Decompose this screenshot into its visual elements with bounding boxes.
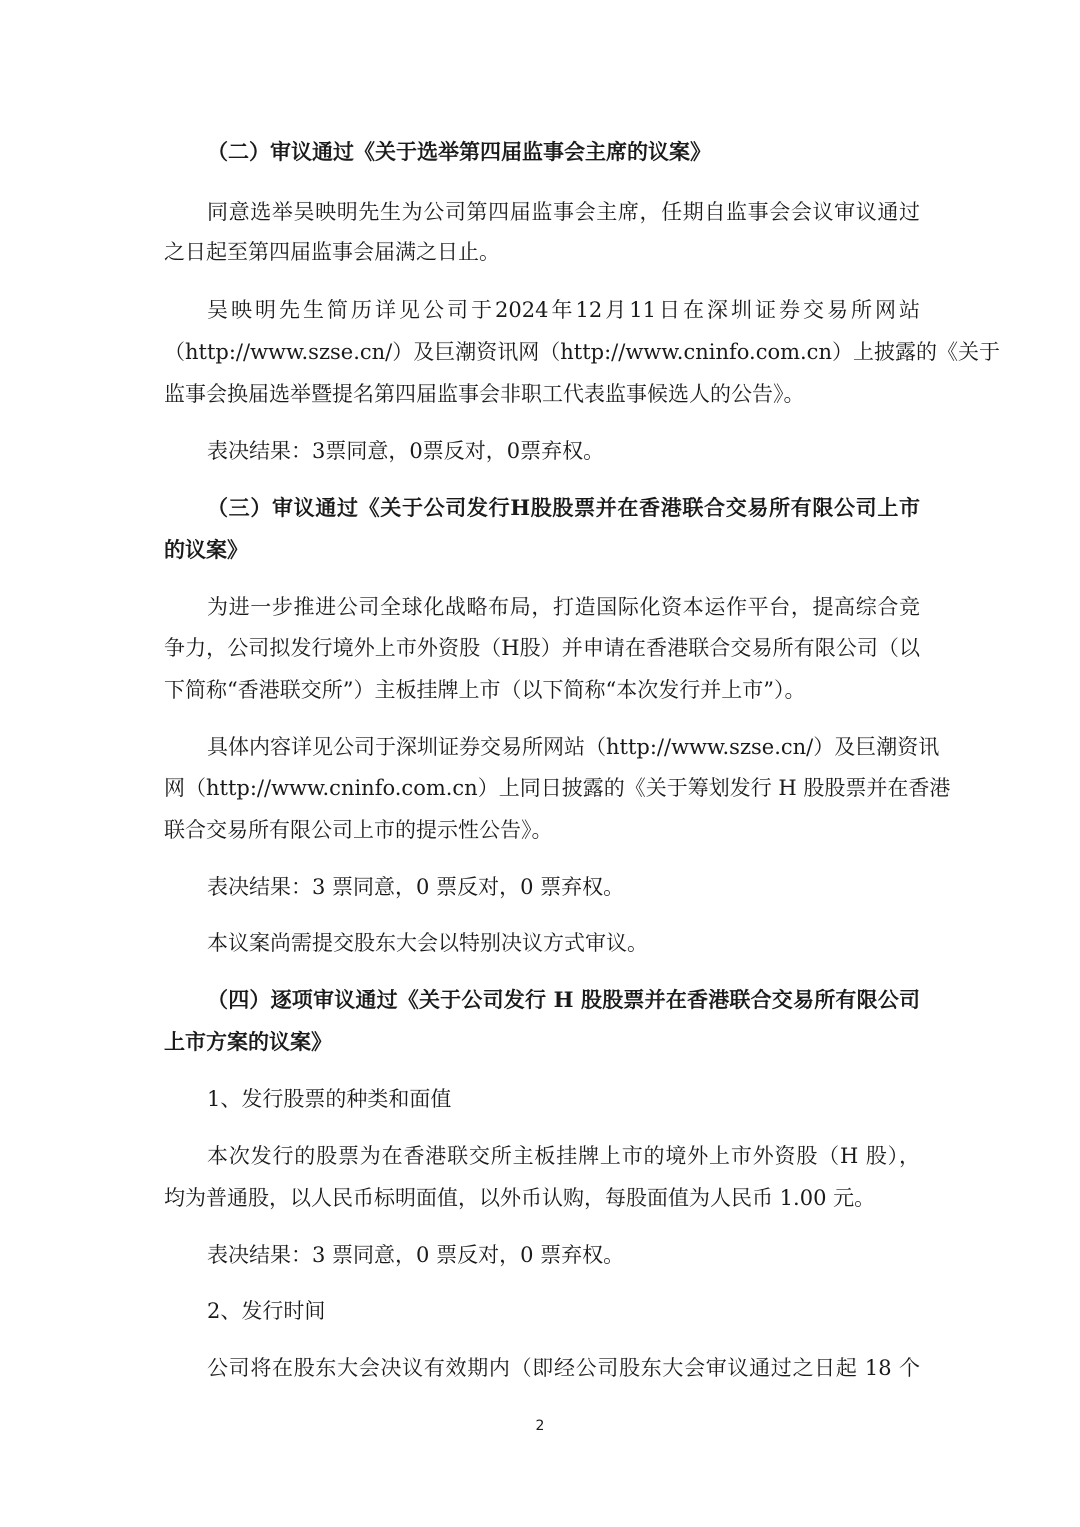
paragraph-line: 联合交易所有限公司上市的提示性公告》。 xyxy=(164,818,553,842)
paragraph-line: 网（http://www.cninfo.com.cn）上同日披露的《关于筹划发行 H 股股票并在香港 xyxy=(164,776,951,800)
section-heading: 上市方案的议案》 xyxy=(164,1029,332,1054)
paragraph-line: 本次发行的股票为在香港联交所主板挂牌上市的境外上市外资股（H 股）， xyxy=(207,1144,920,1168)
paragraph-line: 均为普通股，以人民币标明面值，以外币认购，每股面值为人民币 1.00 元。 xyxy=(164,1186,876,1210)
vote-result: 表决结果：3 票同意，0 票反对，0 票弃权。 xyxy=(207,875,625,899)
vote-result: 表决结果：3票同意，0票反对，0票弃权。 xyxy=(207,439,605,463)
paragraph-line: （http://www.szse.cn/）及巨潮资讯网（http://www.cninfo.com.cn）上披露的《关于 xyxy=(164,340,1000,364)
section-heading: （三）审议通过《关于公司发行H股股票并在香港联合交易所有限公司上市 xyxy=(207,495,920,520)
paragraph-line: 同意选举吴映明先生为公司第四届监事会主席，任期自监事会会议审议通过 xyxy=(207,200,920,224)
paragraph-line: 本议案尚需提交股东大会以特别决议方式审议。 xyxy=(207,931,648,955)
vote-result: 表决结果：3 票同意，0 票反对，0 票弃权。 xyxy=(207,1243,625,1267)
sub-item-title: 2、发行时间 xyxy=(207,1299,326,1323)
paragraph-line: 为进一步推进公司全球化战略布局，打造国际化资本运作平台，提高综合竞 xyxy=(207,595,920,619)
sub-item-title: 1、发行股票的种类和面值 xyxy=(207,1087,452,1111)
paragraph-line: 监事会换届选举暨提名第四届监事会非职工代表监事候选人的公告》。 xyxy=(164,382,805,406)
section-heading: 的议案》 xyxy=(164,537,248,562)
paragraph-line: 之日起至第四届监事会届满之日止。 xyxy=(164,240,500,264)
paragraph-line: 公司将在股东大会决议有效期内（即经公司股东大会审议通过之日起 18 个 xyxy=(207,1356,920,1380)
paragraph-line: 具体内容详见公司于深圳证券交易所网站（http://www.szse.cn/）及巨潮资讯 xyxy=(207,735,940,759)
paragraph-line: 争力，公司拟发行境外上市外资股（H股）并申请在香港联合交易所有限公司（以 xyxy=(164,636,920,660)
page-number: 2 xyxy=(535,1418,545,1434)
paragraph-line: 下简称“香港联交所”）主板挂牌上市（以下简称“本次发行并上市”）。 xyxy=(164,678,806,702)
section-heading: （四）逐项审议通过《关于公司发行 H 股股票并在香港联合交易所有限公司 xyxy=(207,987,920,1012)
section-heading: （二）审议通过《关于选举第四届监事会主席的议案》 xyxy=(207,139,711,164)
paragraph-line: 吴映明先生简历详见公司于2024年12月11日在深圳证券交易所网站 xyxy=(207,298,920,322)
